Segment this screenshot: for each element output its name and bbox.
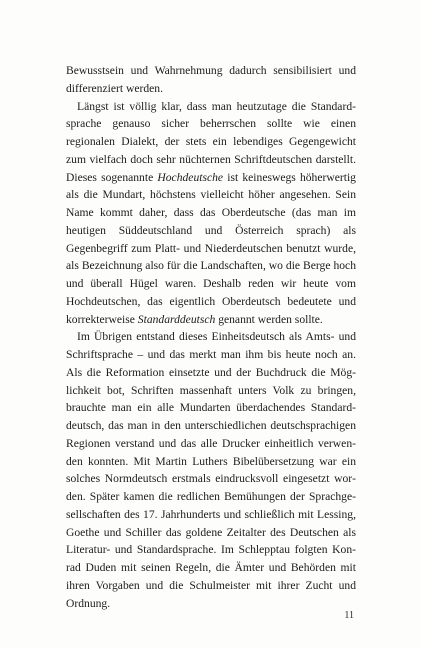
term-standarddeutsch: Standarddeutsch [137, 312, 216, 326]
paragraph-3 [66, 328, 356, 612]
paragraph-2-text-a: Längst ist völlig klar, dass man heutzutage die Standardsprache genauso sicher beherrschen sollte wie einen regionalen Dialekt, der stets ein lebendiges Gegengewicht zum vielfach doch sehr nüchternen Schriftdeutschen darstellt. Dieses sogenannte [66, 99, 356, 184]
paragraph-2-text-c: genannt werden sollte. [215, 312, 323, 326]
paragraph-3-text: Im Übrigen entstand dieses Einheitsdeutsch als Amts- und Schriftsprache – und das merkt man ihm bis heute noch an. Als die Reformation einsetzte und der Buchdruck die Möglichkeit bot, Schriften massenhaft unters Volk zu bringen, brauchte man ein alle Mundarten überdachendes Standarddeutsch, das man in den unterschiedlichen deutschsprachigen Regionen verstand und das alle Drucker einheitlich verwenden konnten. Mit Martin Luthers Bibelübersetzung war ein solches Normdeutsch erstmals eindrucksvoll eingesetzt worden. Später kamen die redlichen Bemühungen der Sprachgesellschaften des 17. Jahrhunderts und schließlich mit Lessing, Goethe und Schiller das goldene Zeitalter des Deutschen als Literatur- und Standardsprache. Im Schlepptau folgten Konrad Duden mit seinen Regeln, die Ämter und Behörden mit ihren Vorgaben und die Schulmeister mit ihrer Zucht und Ordnung. [66, 330, 356, 610]
paragraph-2-text-b: ist keineswegs höherwertig als die Mundart, höchstens vielleicht höher angesehen. Sein Name kommt daher, dass das Oberdeutsche (das man im heutigen Süddeutschland und Österreich sprach) als Gegenbegriff zum Platt- und Niederdeutschen benutzt wurde, als Bezeichnung also für die Landschaften, wo die Berge hoch und überall Hügel waren. Deshalb reden wir heute vom Hochdeutschen, das eigentlich Oberdeutsch bedeutete und korrekterweise [66, 170, 356, 326]
page-number: 11 [344, 610, 354, 621]
paragraph-1 [66, 62, 356, 98]
paragraph-1-text: Bewusstsein und Wahrnehmung dadurch sensibilisiert und differenziert werden. [66, 64, 356, 95]
paragraph-2 [66, 98, 356, 329]
term-hochdeutsche: Hochdeutsche [157, 170, 224, 184]
page-body [66, 62, 356, 612]
